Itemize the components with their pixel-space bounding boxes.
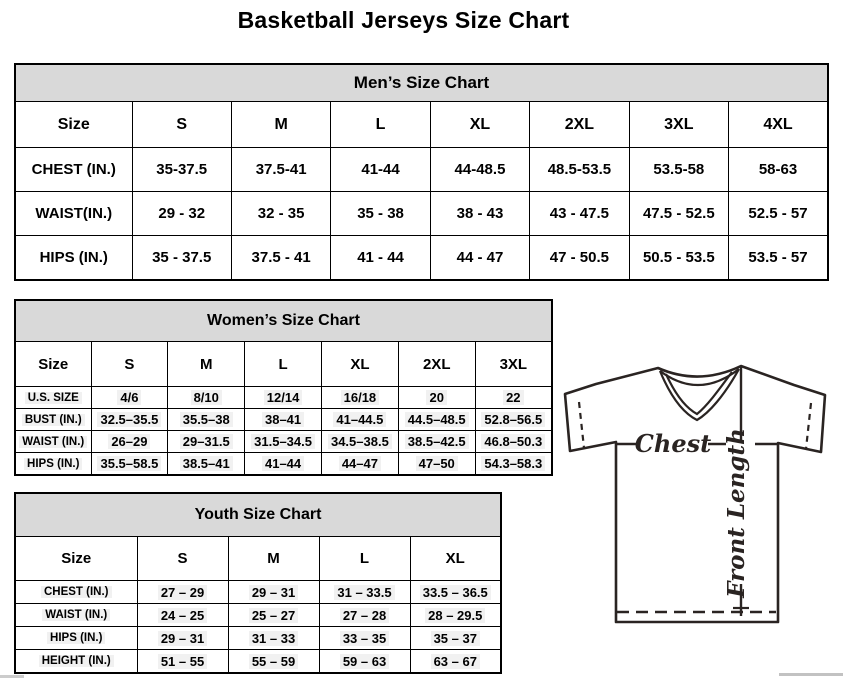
measurement-value-cell <box>132 236 231 281</box>
measurement-value-cell-text: 27 – 28 <box>340 608 389 623</box>
measurement-row <box>15 387 552 409</box>
measurement-value-cell-text: 44 - 47 <box>456 249 504 266</box>
size-column-header-text: L <box>375 115 386 133</box>
size-column-header <box>410 537 501 581</box>
row-label-cell <box>15 192 132 236</box>
measurement-value-cell-text: 31.5–34.5 <box>251 434 315 449</box>
size-header-row <box>15 102 828 148</box>
measurement-row <box>15 148 828 192</box>
measurement-value-cell <box>475 453 552 476</box>
measurement-value-cell-text: 29 - 32 <box>158 205 206 222</box>
measurement-value-cell-text: 41 - 44 <box>357 249 404 266</box>
measurement-value-cell-text: 38.5–41 <box>180 456 233 471</box>
size-column-header-text: M <box>274 115 288 133</box>
measurement-value-cell <box>91 387 168 409</box>
row-label-cell-text: WAIST (IN.) <box>19 436 87 448</box>
measurement-value-cell-text: 37.5 - 41 <box>251 249 311 266</box>
row-label-cell <box>15 409 91 431</box>
jersey-outline <box>565 366 825 622</box>
size-column-header <box>321 342 398 387</box>
measurement-value-cell <box>530 236 629 281</box>
measurement-value-cell <box>137 581 228 604</box>
measurement-value-cell <box>245 453 322 476</box>
measurement-value-cell <box>398 409 475 431</box>
size-column-header-text: L <box>359 550 370 567</box>
measurement-value-cell <box>137 604 228 627</box>
measurement-value-cell-text: 27 – 29 <box>158 585 207 600</box>
measurement-value-cell <box>331 236 430 281</box>
measurement-value-cell-text: 34.5–38.5 <box>328 434 392 449</box>
size-header-cell <box>15 342 91 387</box>
row-label-cell <box>15 604 137 627</box>
row-label-cell <box>15 148 132 192</box>
measurement-value-cell <box>168 387 245 409</box>
measurement-value-cell <box>137 627 228 650</box>
size-header-cell <box>15 102 132 148</box>
measurement-value-cell <box>321 431 398 453</box>
measurement-value-cell-text: 20 <box>426 390 446 405</box>
size-column-header-text: 2XL <box>564 115 595 133</box>
measurement-value-cell-text: 59 – 63 <box>340 654 389 669</box>
row-label-cell-text: HEIGHT (IN.) <box>39 655 114 667</box>
measurement-value-cell <box>331 148 430 192</box>
size-column-header <box>530 102 629 148</box>
row-label-cell <box>15 431 91 453</box>
measurement-value-cell <box>629 236 728 281</box>
measurement-value-cell <box>91 409 168 431</box>
womens-size-table <box>14 299 553 476</box>
measurement-value-cell <box>398 387 475 409</box>
measurement-value-cell-text: 48.5-53.5 <box>547 161 612 178</box>
measurement-value-cell <box>729 192 828 236</box>
size-column-header <box>137 537 228 581</box>
measurement-value-cell-text: 54.3–58.3 <box>481 456 545 471</box>
measurement-value-cell <box>398 453 475 476</box>
measurement-value-cell <box>319 650 410 674</box>
measurement-value-cell-text: 47.5 - 52.5 <box>642 205 715 222</box>
horizontal-scrollbar-thumb[interactable] <box>0 675 24 678</box>
measurement-row <box>15 650 501 674</box>
measurement-value-cell-text: 25 – 27 <box>249 608 298 623</box>
measurement-value-cell-text: 41-44 <box>361 161 400 178</box>
page-title: Basketball Jerseys Size Chart <box>237 7 570 33</box>
measurement-value-cell <box>245 431 322 453</box>
size-column-header <box>319 537 410 581</box>
measurement-value-cell-text: 55 – 59 <box>249 654 298 669</box>
table-band-title-text: Youth Size Chart <box>194 506 322 523</box>
measurement-value-cell-text: 28 – 29.5 <box>425 608 485 623</box>
table-band-row <box>15 64 828 102</box>
measurement-row <box>15 409 552 431</box>
measurement-value-cell <box>168 453 245 476</box>
measurement-value-cell-text: 35 - 37.5 <box>152 249 212 266</box>
measurement-value-cell <box>228 604 319 627</box>
size-header-row <box>15 537 501 581</box>
row-label-cell-text: HIPS (IN.) <box>47 632 105 644</box>
measurement-value-cell-text: 53.5 - 57 <box>748 249 808 266</box>
row-label-cell <box>15 627 137 650</box>
measurement-value-cell-text: 41–44.5 <box>333 412 386 427</box>
row-label-cell <box>15 387 91 409</box>
measurement-value-cell-text: 35.5–38 <box>180 412 233 427</box>
measurement-value-cell <box>228 581 319 604</box>
measurement-value-cell-text: 52.5 - 57 <box>748 205 808 222</box>
table-band-title-text: Men’s Size Chart <box>353 73 490 92</box>
size-column-header-text: XL <box>445 550 465 567</box>
size-header-row <box>15 342 552 387</box>
measurement-value-cell-text: 41–44 <box>262 456 304 471</box>
measurement-value-cell <box>530 148 629 192</box>
measurement-row <box>15 236 828 281</box>
measurement-value-cell-text: 22 <box>503 390 523 405</box>
measurement-value-cell <box>410 581 501 604</box>
measurement-value-cell <box>410 650 501 674</box>
measurement-value-cell <box>430 148 529 192</box>
measurement-value-cell-text: 37.5-41 <box>255 161 307 178</box>
jersey-measurement-diagram-icon <box>554 356 836 630</box>
youth-size-table <box>14 492 502 674</box>
size-header-cell-text: Size <box>61 550 92 567</box>
measurement-value-cell <box>629 192 728 236</box>
measurement-value-cell <box>228 627 319 650</box>
measurement-value-cell-text: 35 – 37 <box>431 631 480 646</box>
measurement-value-cell <box>319 604 410 627</box>
measurement-value-cell <box>729 148 828 192</box>
measurement-value-cell <box>168 409 245 431</box>
size-column-header <box>91 342 168 387</box>
size-column-header-text: 3XL <box>499 355 528 373</box>
measurement-value-cell-text: 12/14 <box>264 390 303 405</box>
measurement-value-cell-text: 35.5–58.5 <box>97 456 161 471</box>
row-label-cell-text: WAIST(IN.) <box>35 205 113 222</box>
measurement-value-cell <box>410 604 501 627</box>
measurement-value-cell <box>168 431 245 453</box>
measurement-value-cell-text: 31 – 33.5 <box>334 585 394 600</box>
measurement-value-cell-text: 43 - 47.5 <box>549 205 609 222</box>
measurement-value-cell-text: 44.5–48.5 <box>405 412 469 427</box>
measurement-value-cell-text: 46.8–50.3 <box>481 434 545 449</box>
size-column-header <box>398 342 475 387</box>
size-column-header <box>245 342 322 387</box>
size-column-header <box>475 342 552 387</box>
measurement-row <box>15 192 828 236</box>
measurement-value-cell-text: 31 – 33 <box>249 631 298 646</box>
measurement-value-cell-text: 35-37.5 <box>156 161 208 178</box>
measurement-row <box>15 453 552 476</box>
size-column-header-text: 4XL <box>763 115 793 133</box>
measurement-row <box>15 431 552 453</box>
row-label-cell <box>15 581 137 604</box>
row-label-cell-text: HIPS (IN.) <box>39 249 108 266</box>
size-column-header-text: XL <box>350 355 370 373</box>
measurement-value-cell <box>430 236 529 281</box>
row-label-cell-text: BUST (IN.) <box>22 414 85 426</box>
measurement-value-cell-text: 44–47 <box>339 456 381 471</box>
measurement-value-cell <box>410 627 501 650</box>
size-column-header-text: S <box>176 115 188 133</box>
measurement-value-cell <box>91 453 168 476</box>
vertical-scrollbar-thumb[interactable] <box>779 673 843 676</box>
measurement-value-cell <box>629 148 728 192</box>
size-column-header <box>231 102 330 148</box>
measurement-row <box>15 604 501 627</box>
measurement-value-cell-text: 16/18 <box>341 390 380 405</box>
row-label-cell-text: HIPS (IN.) <box>24 458 82 470</box>
measurement-value-cell <box>245 409 322 431</box>
table-band-title-text: Women’s Size Chart <box>207 312 360 329</box>
mens-size-table <box>14 63 829 281</box>
size-column-header <box>228 537 319 581</box>
measurement-value-cell <box>228 650 319 674</box>
measurement-value-cell-text: 38–41 <box>262 412 304 427</box>
measurement-value-cell-text: 63 – 67 <box>431 654 480 669</box>
measurement-value-cell-text: 47 - 50.5 <box>549 249 609 266</box>
measurement-value-cell-text: 38.5–42.5 <box>405 434 469 449</box>
measurement-value-cell-text: 50.5 - 53.5 <box>642 249 715 266</box>
measurement-value-cell-text: 29 – 31 <box>158 631 207 646</box>
measurement-value-cell-text: 24 – 25 <box>158 608 207 623</box>
measurement-value-cell <box>137 650 228 674</box>
size-header-cell <box>15 537 137 581</box>
measurement-row <box>15 581 501 604</box>
measurement-value-cell <box>132 192 231 236</box>
size-column-header-text: 3XL <box>664 115 694 133</box>
measurement-value-cell <box>245 387 322 409</box>
row-label-cell-text: CHEST (IN.) <box>31 161 116 178</box>
row-label-cell-text: U.S. SIZE <box>25 392 82 404</box>
size-column-header-text: L <box>278 355 288 373</box>
size-column-header-text: M <box>267 550 280 567</box>
row-label-cell-text: WAIST (IN.) <box>42 609 110 621</box>
row-label-cell-text: CHEST (IN.) <box>41 586 112 598</box>
measurement-value-cell <box>475 431 552 453</box>
measurement-value-cell-text: 53.5-58 <box>653 161 705 178</box>
measurement-value-cell-text: 58-63 <box>758 161 798 178</box>
measurement-value-cell-text: 52.8–56.5 <box>481 412 545 427</box>
chest-label: Chest <box>634 429 712 458</box>
front-length-label: Front Length <box>723 428 750 598</box>
size-column-header <box>168 342 245 387</box>
row-label-cell <box>15 650 137 674</box>
table-band-title <box>15 493 501 537</box>
size-column-header-text: M <box>199 355 213 373</box>
size-column-header <box>430 102 529 148</box>
size-column-header-text: S <box>177 550 188 567</box>
measurement-value-cell <box>231 192 330 236</box>
size-column-header <box>331 102 430 148</box>
row-label-cell <box>15 453 91 476</box>
measurement-value-cell <box>231 236 330 281</box>
measurement-row <box>15 627 501 650</box>
measurement-value-cell-text: 51 – 55 <box>158 654 207 669</box>
measurement-value-cell <box>729 236 828 281</box>
measurement-value-cell-text: 8/10 <box>191 390 222 405</box>
measurement-value-cell <box>231 148 330 192</box>
measurement-value-cell <box>319 627 410 650</box>
measurement-value-cell-text: 33.5 – 36.5 <box>420 585 491 600</box>
measurement-value-cell-text: 44-48.5 <box>454 161 506 178</box>
measurement-value-cell-text: 32 - 35 <box>257 205 305 222</box>
table-band-row <box>15 300 552 342</box>
measurement-value-cell <box>321 453 398 476</box>
measurement-value-cell <box>530 192 629 236</box>
size-column-header <box>629 102 728 148</box>
measurement-value-cell <box>331 192 430 236</box>
size-column-header-text: S <box>124 355 135 373</box>
size-column-header <box>729 102 828 148</box>
measurement-value-cell-text: 33 – 35 <box>340 631 389 646</box>
measurement-value-cell-text: 29–31.5 <box>180 434 233 449</box>
row-label-cell <box>15 236 132 281</box>
table-band-title <box>15 64 828 102</box>
measurement-value-cell <box>321 387 398 409</box>
measurement-value-cell <box>321 409 398 431</box>
measurement-value-cell <box>319 581 410 604</box>
measurement-value-cell <box>430 192 529 236</box>
table-band-row <box>15 493 501 537</box>
measurement-value-cell <box>91 431 168 453</box>
measurement-value-cell-text: 47–50 <box>416 456 458 471</box>
measurement-value-cell <box>475 409 552 431</box>
measurement-value-cell-text: 29 – 31 <box>249 585 298 600</box>
measurement-value-cell-text: 32.5–35.5 <box>97 412 161 427</box>
measurement-value-cell-text: 35 - 38 <box>357 205 404 222</box>
size-header-cell-text: Size <box>38 355 69 373</box>
table-band-title <box>15 300 552 342</box>
size-column-header-text: 2XL <box>422 355 451 373</box>
measurement-value-cell-text: 26–29 <box>108 434 150 449</box>
measurement-value-cell <box>132 148 231 192</box>
size-header-cell-text: Size <box>57 115 90 133</box>
size-column-header <box>132 102 231 148</box>
measurement-value-cell <box>475 387 552 409</box>
measurement-value-cell-text: 4/6 <box>117 390 141 405</box>
measurement-value-cell-text: 38 - 43 <box>456 205 504 222</box>
size-column-header-text: XL <box>469 115 491 133</box>
measurement-value-cell <box>398 431 475 453</box>
